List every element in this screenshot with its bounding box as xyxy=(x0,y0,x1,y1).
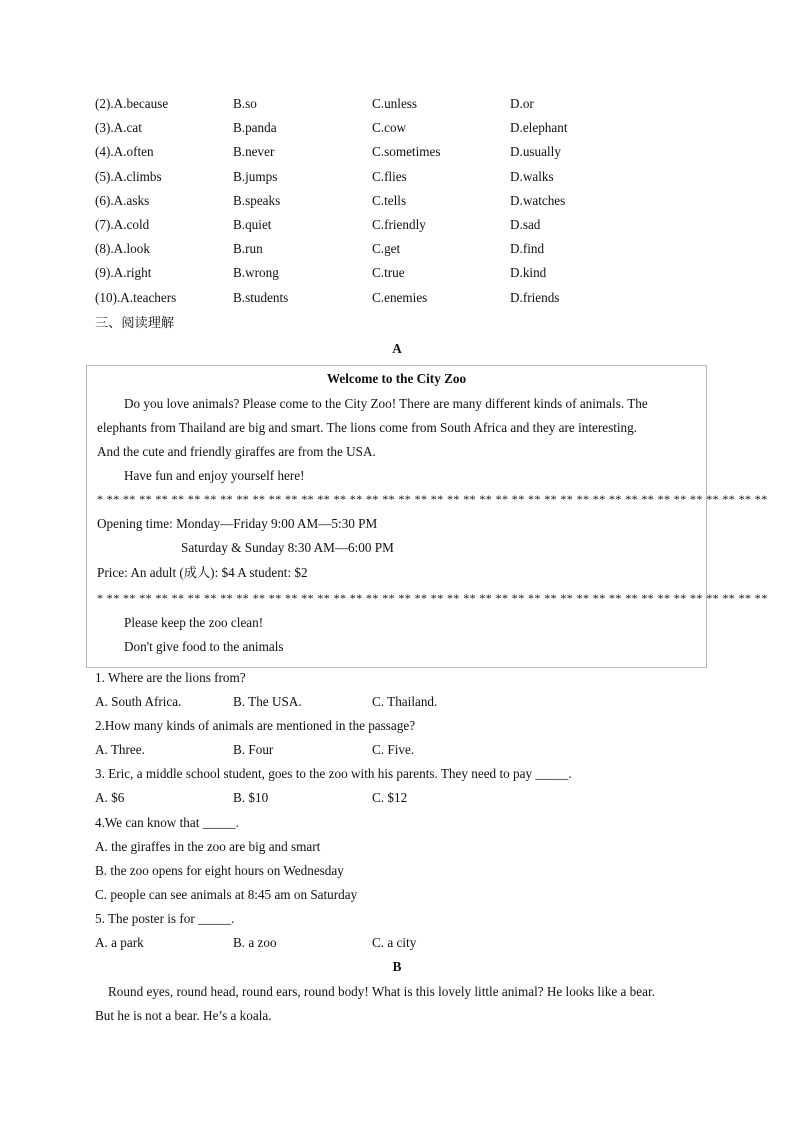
choice-c: C. Thailand. xyxy=(372,694,438,709)
option-a: (4).A.often xyxy=(95,144,154,160)
choice-b: B. $10 xyxy=(233,790,269,805)
choice-b: B. Four xyxy=(233,742,274,757)
option-c: C.friendly xyxy=(372,216,426,232)
option-row xyxy=(95,140,715,164)
option-a: (2).A.because xyxy=(95,96,169,111)
option-d: D.find xyxy=(510,241,545,257)
option-a: (6).A.asks xyxy=(95,192,150,208)
option-row xyxy=(95,286,715,310)
question-4-choice-b: B. the zoo opens for eight hours on Wednesday xyxy=(95,863,344,878)
option-b: B.quiet xyxy=(233,216,272,232)
option-row xyxy=(95,213,715,237)
poster-title: Welcome to the City Zoo xyxy=(326,371,467,386)
option-row xyxy=(95,165,715,189)
option-b: B.students xyxy=(233,289,289,305)
option-d: D.kind xyxy=(510,265,547,281)
option-c: C.enemies xyxy=(372,289,428,305)
section-heading: 三、阅读理解 xyxy=(95,315,175,330)
option-b: B.panda xyxy=(233,120,277,136)
option-row xyxy=(95,189,715,213)
option-a: (8).A.look xyxy=(95,241,150,257)
option-d: D.watches xyxy=(510,192,566,208)
rule-line: Please keep the zoo clean! xyxy=(124,615,264,630)
option-d: D.usually xyxy=(510,144,561,160)
option-b: B.wrong xyxy=(233,265,279,281)
option-c: C.true xyxy=(372,265,405,281)
option-c: C.cow xyxy=(372,120,407,136)
star-divider: * ** ** ** ** ** ** ** ** ** ** ** ** ** ** ** ** ** ** ** ** ** ** ** ** ** ** ** ** ** ** ** ** ** ** ** ** ** ** ** ** ** xyxy=(97,591,768,605)
choice-b: B. The USA. xyxy=(233,694,302,709)
option-a: (9).A.right xyxy=(95,265,152,281)
choice-a: A. $6 xyxy=(95,790,125,805)
question-4-choice-a: A. the giraffes in the zoo are big and smart xyxy=(95,839,321,854)
option-row xyxy=(95,92,715,116)
question-3: 3. Eric, a middle school student, goes to the zoo with his parents. They need to pay _____. xyxy=(95,766,572,781)
option-c: C.tells xyxy=(372,192,407,208)
option-b: B.never xyxy=(233,144,275,160)
opening-time-weekend: Saturday & Sunday 8:30 AM—6:00 PM xyxy=(181,540,394,555)
choice-c: C. a city xyxy=(372,935,417,950)
option-c: C.sometimes xyxy=(372,144,441,160)
option-a: (5).A.climbs xyxy=(95,168,162,184)
question-4: 4.We can know that _____. xyxy=(95,815,239,830)
rule-line: Don't give food to the animals xyxy=(124,639,284,654)
poster-line: elephants from Thailand are big and smart. The lions come from South Africa and they are interesting. xyxy=(97,420,638,435)
option-a: (3).A.cat xyxy=(95,120,142,136)
question-2: 2.How many kinds of animals are mentioned in the passage? xyxy=(95,718,416,733)
choice-a: A. South Africa. xyxy=(95,694,182,709)
option-row xyxy=(95,237,715,261)
question-2-choices xyxy=(95,740,512,760)
option-a: (10).A.teachers xyxy=(95,289,177,305)
poster-line: And the cute and friendly giraffes are from the USA. xyxy=(97,444,376,459)
choice-c: C. Five. xyxy=(372,742,415,757)
option-b: B.so xyxy=(233,96,257,111)
option-a: (7).A.cold xyxy=(95,216,150,232)
question-1: 1. Where are the lions from? xyxy=(95,670,246,685)
option-b: B.run xyxy=(233,241,263,257)
passage-b-line: But he is not a bear. He’s a koala. xyxy=(95,1008,272,1023)
option-b: B.jumps xyxy=(233,168,278,184)
choice-c: C. $12 xyxy=(372,790,408,805)
poster-line: Do you love animals? Please come to the City Zoo! There are many different kinds of animals. The xyxy=(124,396,648,411)
option-row xyxy=(95,116,715,140)
option-c: C.get xyxy=(372,241,401,257)
zoo-poster xyxy=(86,365,768,668)
option-c: C.unless xyxy=(372,96,418,111)
question-5: 5. The poster is for _____. xyxy=(95,911,235,926)
passage-b-label: B xyxy=(392,959,402,974)
option-d: D.elephant xyxy=(510,120,568,136)
choice-a: A. a park xyxy=(95,935,144,950)
passage-a-label: A xyxy=(392,341,402,356)
option-d: D.sad xyxy=(510,216,541,232)
price-line: Price: An adult (成人): $4 A student: $2 xyxy=(97,565,308,580)
option-d: D.walks xyxy=(510,168,554,184)
star-divider: * ** ** ** ** ** ** ** ** ** ** ** ** ** ** ** ** ** ** ** ** ** ** ** ** ** ** ** ** ** ** ** ** ** ** ** ** ** ** ** ** ** xyxy=(97,492,768,506)
question-3-choices xyxy=(95,788,512,808)
cloze-options xyxy=(95,92,715,310)
choice-b: B. a zoo xyxy=(233,935,277,950)
question-5-choices xyxy=(95,933,512,953)
opening-time-weekday: Opening time: Monday—Friday 9:00 AM—5:30 PM xyxy=(97,516,378,531)
poster-line: Have fun and enjoy yourself here! xyxy=(124,468,305,483)
option-d: D.friends xyxy=(510,289,560,305)
option-d: D.or xyxy=(510,96,534,111)
option-row xyxy=(95,261,715,285)
question-4-choice-c: C. people can see animals at 8:45 am on Saturday xyxy=(95,887,358,902)
option-c: C.flies xyxy=(372,168,407,184)
question-1-choices xyxy=(95,692,512,712)
passage-b-line: Round eyes, round head, round ears, round body! What is this lovely little animal? He looks like a bear. xyxy=(108,984,655,999)
choice-a: A. Three. xyxy=(95,742,145,757)
option-b: B.speaks xyxy=(233,192,281,208)
